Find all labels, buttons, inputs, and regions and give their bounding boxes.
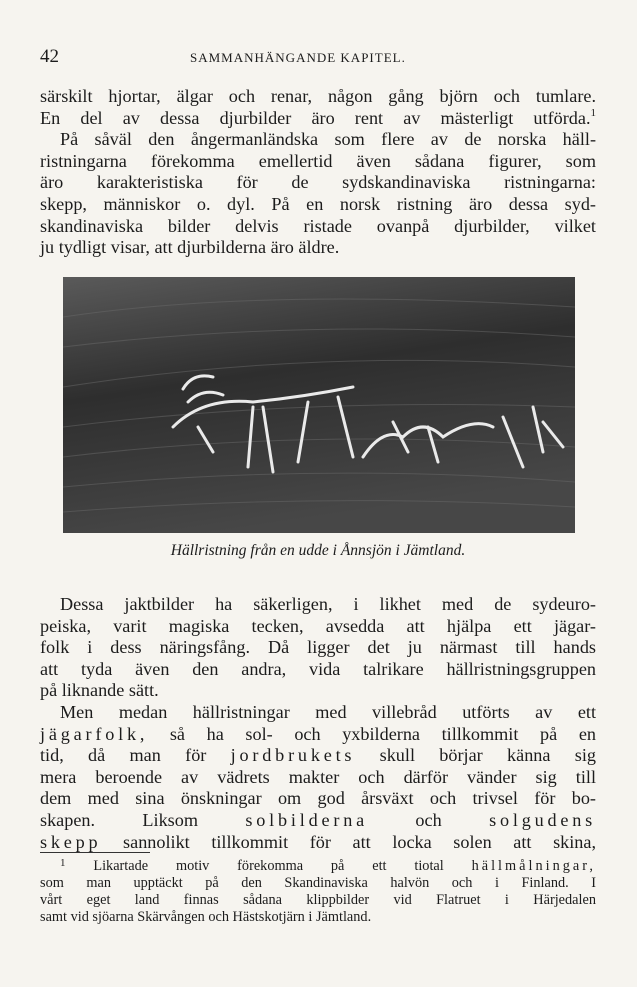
rock-carving-illustration [63, 277, 575, 533]
text-line: skandinaviska bilder delvis ristade ovanpå djurbilder, vilket [40, 215, 596, 236]
text-segment: så ha sol- och yxbilderna tillkommit på en [169, 723, 596, 744]
text-line: på liknande sätt. [40, 680, 159, 701]
text-line: dem med sina önskningar om god årsväxt och trivsel för bo- [40, 788, 596, 809]
running-head: SAMMANHÄNGANDE KAPITEL. [190, 50, 406, 65]
text-segment: En del av dessa djurbilder äro rent av mästerligt utförda. [40, 107, 591, 128]
footnote-rule [40, 852, 150, 853]
page-header [40, 46, 596, 70]
text-line: peiska, varit magiska tecken, avsedda att hjälpa ett jägar- [40, 615, 596, 636]
text-line: samt vid sjöarna Skärvången och Hästskotjärn i Jämtland. [40, 909, 372, 925]
text-segment: tid, då man för [40, 745, 207, 766]
spaced-emphasis: skepp [40, 831, 102, 852]
text-line: Dessa jaktbilder ha säkerligen, i likhet med de sydeuro- [60, 594, 596, 614]
text-segment: sannolikt tillkommit för att locka solen att skina, [123, 831, 597, 852]
paragraph-hunting [40, 594, 596, 702]
paragraph-agriculture [40, 702, 596, 853]
text-line: skepp, människor o. dyl. På en norsk ristning äro dessa syd- [40, 193, 596, 214]
text-line: ristningarna förekomma emellertid även sådana figurer, som [40, 150, 596, 171]
text-line: På såväl den ångermanländska som flere av de norska häll- [60, 129, 596, 150]
spaced-emphasis: hällmålningar, [471, 858, 596, 874]
footnote-marker: 1 [60, 857, 66, 869]
rock-carving-photo [63, 277, 575, 533]
paragraph-intro [40, 86, 596, 259]
text-line: vårt eget land finnas sådana klippbilder vid Flatruet i Härjedalen [40, 892, 596, 908]
text-segment: Likartade motiv förekomma på ett tiotal [93, 858, 444, 874]
text-line [40, 108, 596, 130]
text-line: äro karakteristiska för de sydskandinaviska ristningarna: [40, 172, 596, 193]
text-segment: skull börjar känna sig [379, 745, 596, 766]
text-line: som man upptäckt på den Skandinaviska halvön och i Finland. I [40, 875, 596, 891]
text-line [40, 858, 596, 875]
text-line: mera beroende av vädrets makter och därför vänder sig till [40, 766, 596, 787]
text-line: särskilt hjortar, älgar och renar, någon gång björn och tumlare. [40, 86, 596, 106]
text-segment: skapen. Liksom [40, 809, 199, 830]
text-line [40, 724, 596, 746]
text-line [40, 745, 596, 767]
spaced-emphasis: jägarfolk, [40, 723, 149, 744]
text-line: att tyda även den andra, vida talrikare hällristningsgruppen [40, 658, 596, 679]
text-line: ju tydligt visar, att djurbilderna äro äldre. [40, 237, 340, 258]
text-line: folk i dess näringsfång. Då ligger det ju närmast till hands [40, 637, 596, 658]
footnote [40, 858, 596, 926]
figure-caption: Hällristning från en udde i Ånnsjön i Jämtland. [170, 542, 466, 559]
text-line [40, 832, 596, 854]
spaced-emphasis: jordbrukets [230, 745, 356, 766]
footnote-reference: 1 [590, 106, 596, 119]
text-line [40, 810, 596, 832]
page-number: 42 [40, 46, 59, 67]
spaced-emphasis: solbilderna [245, 809, 369, 830]
spaced-emphasis: solgudens [489, 809, 597, 830]
text-line: Men medan hällristningar med villebråd utförts av ett [60, 702, 596, 722]
text-segment: och [415, 809, 442, 830]
